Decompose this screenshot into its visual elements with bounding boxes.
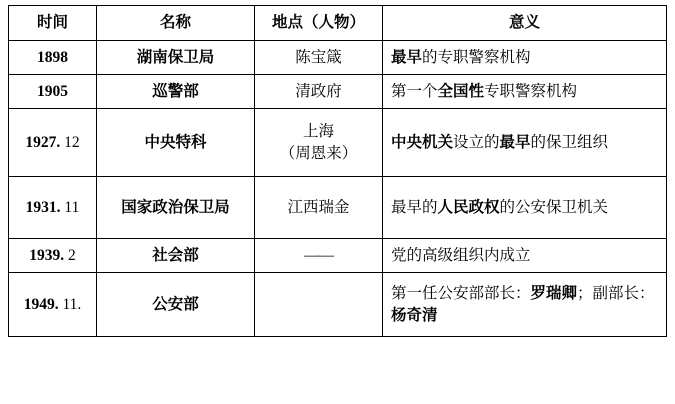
cell-place-text	[255, 76, 382, 108]
meaning-emphasis: 中央机关	[391, 133, 454, 151]
cell-meaning	[383, 239, 667, 273]
cell-time	[9, 273, 97, 337]
cell-place	[255, 239, 383, 273]
history-table-container	[8, 5, 666, 337]
cell-time	[9, 239, 97, 273]
meaning-emphasis: 最早	[499, 133, 531, 151]
cell-place	[255, 75, 383, 109]
cell-meaning	[383, 177, 667, 239]
column-header-time	[9, 6, 97, 41]
cell-place-line: （周恩来）	[279, 144, 358, 162]
meaning-text: ；	[577, 284, 593, 302]
cell-place-text	[255, 240, 382, 272]
time-primary: 1898	[37, 48, 68, 66]
cell-time	[9, 109, 97, 177]
cell-place	[255, 109, 383, 177]
column-header-meaning-label: 意义	[508, 14, 540, 31]
cell-name-text: 湖南保卫局	[136, 48, 215, 66]
cell-meaning	[383, 109, 667, 177]
meaning-text: 专职警察机构	[484, 82, 578, 100]
meaning-emphasis: 全国性	[437, 82, 485, 100]
cell-time	[9, 75, 97, 109]
cell-time	[9, 41, 97, 75]
cell-meaning	[383, 41, 667, 75]
cell-meaning	[383, 273, 667, 337]
cell-place	[255, 273, 383, 337]
cell-time-text	[9, 192, 96, 224]
cell-name-text: 社会部	[152, 246, 199, 264]
meaning-emphasis: 罗瑞卿	[530, 284, 578, 302]
table-body	[9, 41, 667, 337]
cell-time-text	[9, 127, 96, 159]
table-row	[9, 273, 667, 337]
cell-time-text	[9, 289, 96, 321]
column-header-place	[255, 6, 383, 41]
cell-place	[255, 177, 383, 239]
column-header-time-label: 时间	[36, 14, 68, 31]
cell-name-text: 公安部	[152, 295, 199, 313]
cell-meaning	[383, 75, 667, 109]
meaning-text: 的保卫组织	[530, 133, 609, 151]
meaning-text: 党的高级组织内成立	[391, 246, 531, 264]
cell-name	[97, 177, 255, 239]
table-header-row	[9, 6, 667, 41]
table-row	[9, 239, 667, 273]
meaning-text: 的公安保卫机关	[499, 198, 609, 216]
history-table	[8, 5, 667, 337]
table-row	[9, 177, 667, 239]
time-primary: 1939.	[29, 246, 65, 264]
cell-name-text: 中央特科	[144, 133, 207, 151]
cell-place-text	[255, 116, 382, 171]
time-primary: 1931.	[25, 198, 61, 216]
cell-place-text	[255, 42, 382, 74]
cell-name	[97, 75, 255, 109]
cell-place-line: 上海	[302, 122, 334, 140]
cell-time-text	[9, 76, 96, 108]
meaning-text: 第一个	[391, 82, 438, 100]
table-row	[9, 75, 667, 109]
column-header-name	[97, 6, 255, 41]
cell-place-line: 江西瑞金	[287, 198, 350, 216]
time-secondary: 2	[64, 246, 76, 264]
cell-place-line: ——	[304, 246, 333, 264]
cell-meaning-text	[383, 76, 666, 108]
time-secondary: 11	[60, 198, 80, 216]
time-secondary: 12	[60, 133, 80, 151]
column-header-name-label: 名称	[159, 14, 191, 31]
cell-meaning-text	[383, 240, 666, 272]
cell-meaning-text	[383, 192, 666, 224]
time-primary: 1949.	[23, 295, 59, 313]
table-row	[9, 109, 667, 177]
column-header-meaning	[383, 6, 667, 41]
cell-place-text	[255, 192, 382, 224]
meaning-text: 副部长：	[592, 284, 655, 302]
table-row	[9, 41, 667, 75]
time-primary: 1927.	[25, 133, 61, 151]
cell-name	[97, 109, 255, 177]
cell-meaning-text	[383, 42, 666, 74]
cell-name-text: 国家政治保卫局	[121, 198, 230, 216]
cell-meaning-text	[383, 127, 666, 159]
cell-name	[97, 239, 255, 273]
meaning-emphasis: 杨奇清	[391, 306, 438, 324]
meaning-text: 的专职警察机构	[422, 48, 531, 66]
cell-place-text	[255, 300, 382, 310]
cell-meaning-text	[383, 278, 666, 333]
cell-name	[97, 41, 255, 75]
cell-time-text	[9, 240, 96, 272]
meaning-emphasis: 人民政权	[437, 198, 500, 216]
meaning-emphasis: 最早	[391, 48, 423, 66]
meaning-text: 第一任公安部部长：	[391, 284, 531, 302]
cell-time	[9, 177, 97, 239]
cell-name-text: 巡警部	[152, 82, 199, 100]
time-primary: 1905	[37, 82, 68, 100]
cell-time-text	[9, 42, 96, 74]
cell-name	[97, 273, 255, 337]
meaning-text: 设立的	[453, 133, 500, 151]
meaning-text: 最早的	[391, 198, 438, 216]
cell-place	[255, 41, 383, 75]
cell-place-line: 清政府	[295, 82, 342, 100]
column-header-place-label: 地点（人物）	[271, 14, 365, 31]
time-secondary: 11.	[58, 295, 82, 313]
cell-place-line: 陈宝箴	[295, 48, 342, 66]
